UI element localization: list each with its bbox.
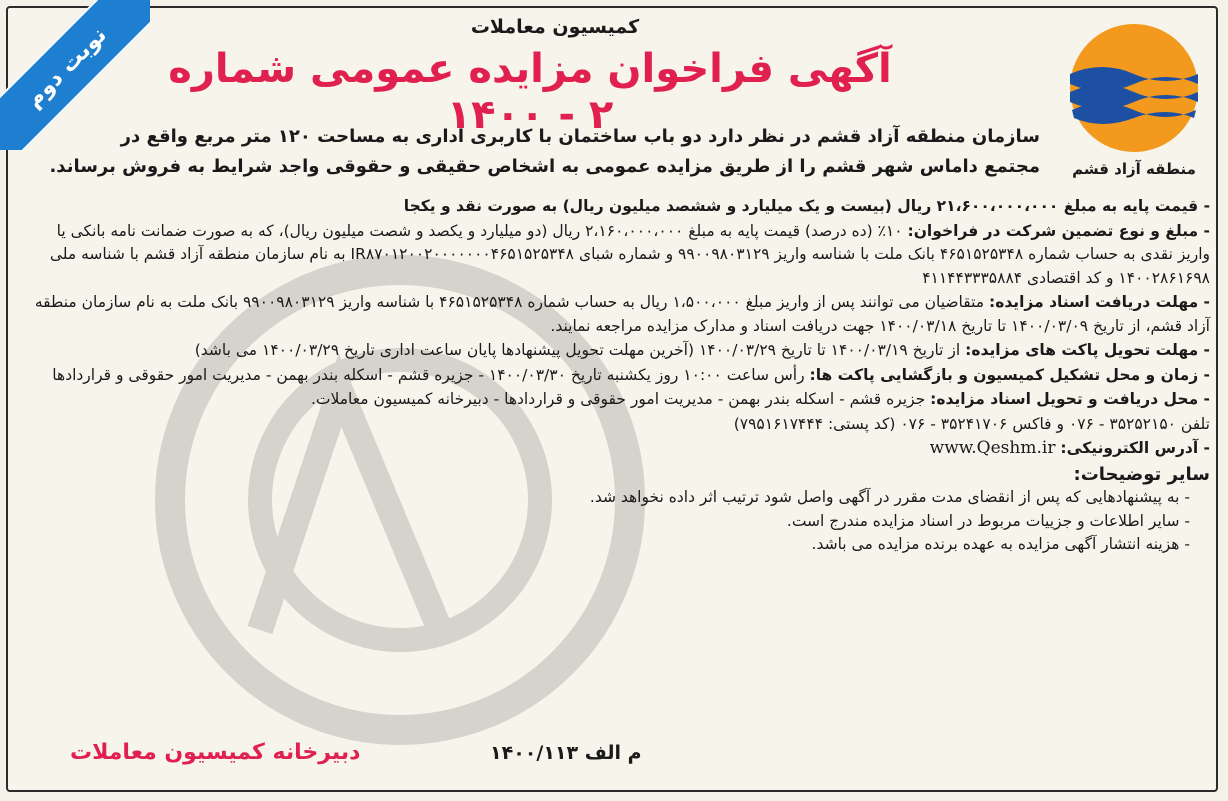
note-item: - هزینه انتشار آگهی مزایده به عهده برنده مزایده می باشد. [811,535,1190,553]
guarantee-item: - مبلغ و نوع تضمین شرکت در فراخوان: ۱۰٪ (ده درصد) قیمت پایه به مبلغ ۲،۱۶۰،۰۰۰،۰۰۰ ریال (دو میلیارد و یکصد و شصت میلیون ریال)، که به صورت ضمانت نامه بانکی یا واریز نقدی به حساب شماره ۴۶۵۱۵۲۵۳۴۸ بانک ملت با شناسه واریز ۹۹۰۰۹۸۰۳۱۲۹ و شماره شبای IR۸۷۰۱۲۰۰۲۰۰۰۰۰۰۰۴۶۵۱۵۲۵۳۴۸ به نام سازمان منطقه آزاد قشم با شناسه ملی ۱۴۰۰۲۸۶۱۶۹۸ و کد اقتصادی ۴۱۱۴۴۳۳۳۵۸۸۴ [49,221,1210,287]
notes-title: سایر توضیحات: [1073,463,1210,485]
note-item: - به پیشنهادهایی که پس از انقضای مدت مقرر در آگهی واصل شود ترتیب اثر داده نخواهد شد. [589,488,1190,506]
commission-name: کمیسیون معاملات [470,16,640,38]
logo-caption: منطقه آزاد قشم [1072,160,1196,178]
contact-phone-line: تلفن ۳۵۲۵۲۱۵۰ - ۰۷۶ و فاکس ۳۵۲۴۱۷۰۶ - ۰۷۶ (کد پستی: ۷۹۵۱۶۱۷۴۴۴) [733,414,1210,433]
website-link[interactable]: www.Qeshm.ir [929,438,1056,458]
note-item: - سایر اطلاعات و جزییات مربوط در اسناد مزایده مندرج است. [786,511,1190,530]
logo-emblem [1068,22,1200,154]
signature-secretariat: دبیرخانه کمیسیون معاملات [70,740,361,765]
document-location-item: - محل دریافت و تحویل اسناد مزایده: جزیره قشم - اسکله بندر بهمن - مدیریت امور حقوقی و قراردادها - دبیرخانه کمیسیون معاملات. [310,390,1210,408]
ad-body [20,195,1210,557]
badge-text: نوبت دوم [0,0,150,150]
website-item: - آدرس الکترونیکی: www.Qeshm.ir [929,438,1210,458]
ad-reference-code: م الف ۱۴۰۰/۱۱۳ [490,742,642,764]
base-price-item: - قیمت پایه به مبلغ ۲۱،۶۰۰،۰۰۰،۰۰۰ ریال (بیست و یک میلیارد و ششصد میلیون ریال) به صورت نقد و یکجا [403,197,1210,215]
document-deadline-item: - مهلت دریافت اسناد مزایده: متقاضیان می توانند پس از واریز مبلغ ۱،۵۰۰،۰۰۰ ریال به حساب شماره ۴۶۵۱۵۲۵۳۴۸ با شناسه واریز ۹۹۰۰۹۸۰۳۱۲۹ بانک ملت به نام سازمان منطقه آزاد قشم، از تاریخ ۱۴۰۰/۰۳/۰۹ تا تاریخ ۱۴۰۰/۰۳/۱۸ جهت دریافت اسناد و مدارک مزایده مراجعه نمایند. [34,293,1210,335]
intro-line-2: مجتمع داماس شهر قشم را از طریق مزایده عمومی به اشخاص حقیقی و حقوقی واجد شرایط به فروش برساند. [49,156,1040,177]
opening-session-item: - زمان و محل تشکیل کمیسیون و بازگشایی پاکت ها: رأس ساعت ۱۰:۰۰ روز یکشنبه تاریخ ۱۴۰۰/۰۳/۳۰ - جزیره قشم - اسکله بندر بهمن - مدیریت امور حقوقی و قراردادها [52,365,1210,384]
intro-paragraph [40,122,1040,182]
bid-delivery-item: - مهلت تحویل پاکت های مزایده: از تاریخ ۱۴۰۰/۰۳/۱۹ تا تاریخ ۱۴۰۰/۰۳/۲۹ (آخرین مهلت تحویل پیشنهادها پایان ساعت اداری تاریخ ۱۴۰۰/۰۳/۲۹ می باشد) [194,341,1210,359]
qeshm-free-zone-logo [1054,22,1214,182]
intro-line-1: سازمان منطقه آزاد قشم در نظر دارد دو باب ساختمان با کاربری اداری به مساحت ۱۲۰ متر مربع واقع در [120,126,1040,147]
ad-title: آگهی فراخوان مزایده عمومی شماره ۲ - ۱۴۰۰ [168,46,892,138]
